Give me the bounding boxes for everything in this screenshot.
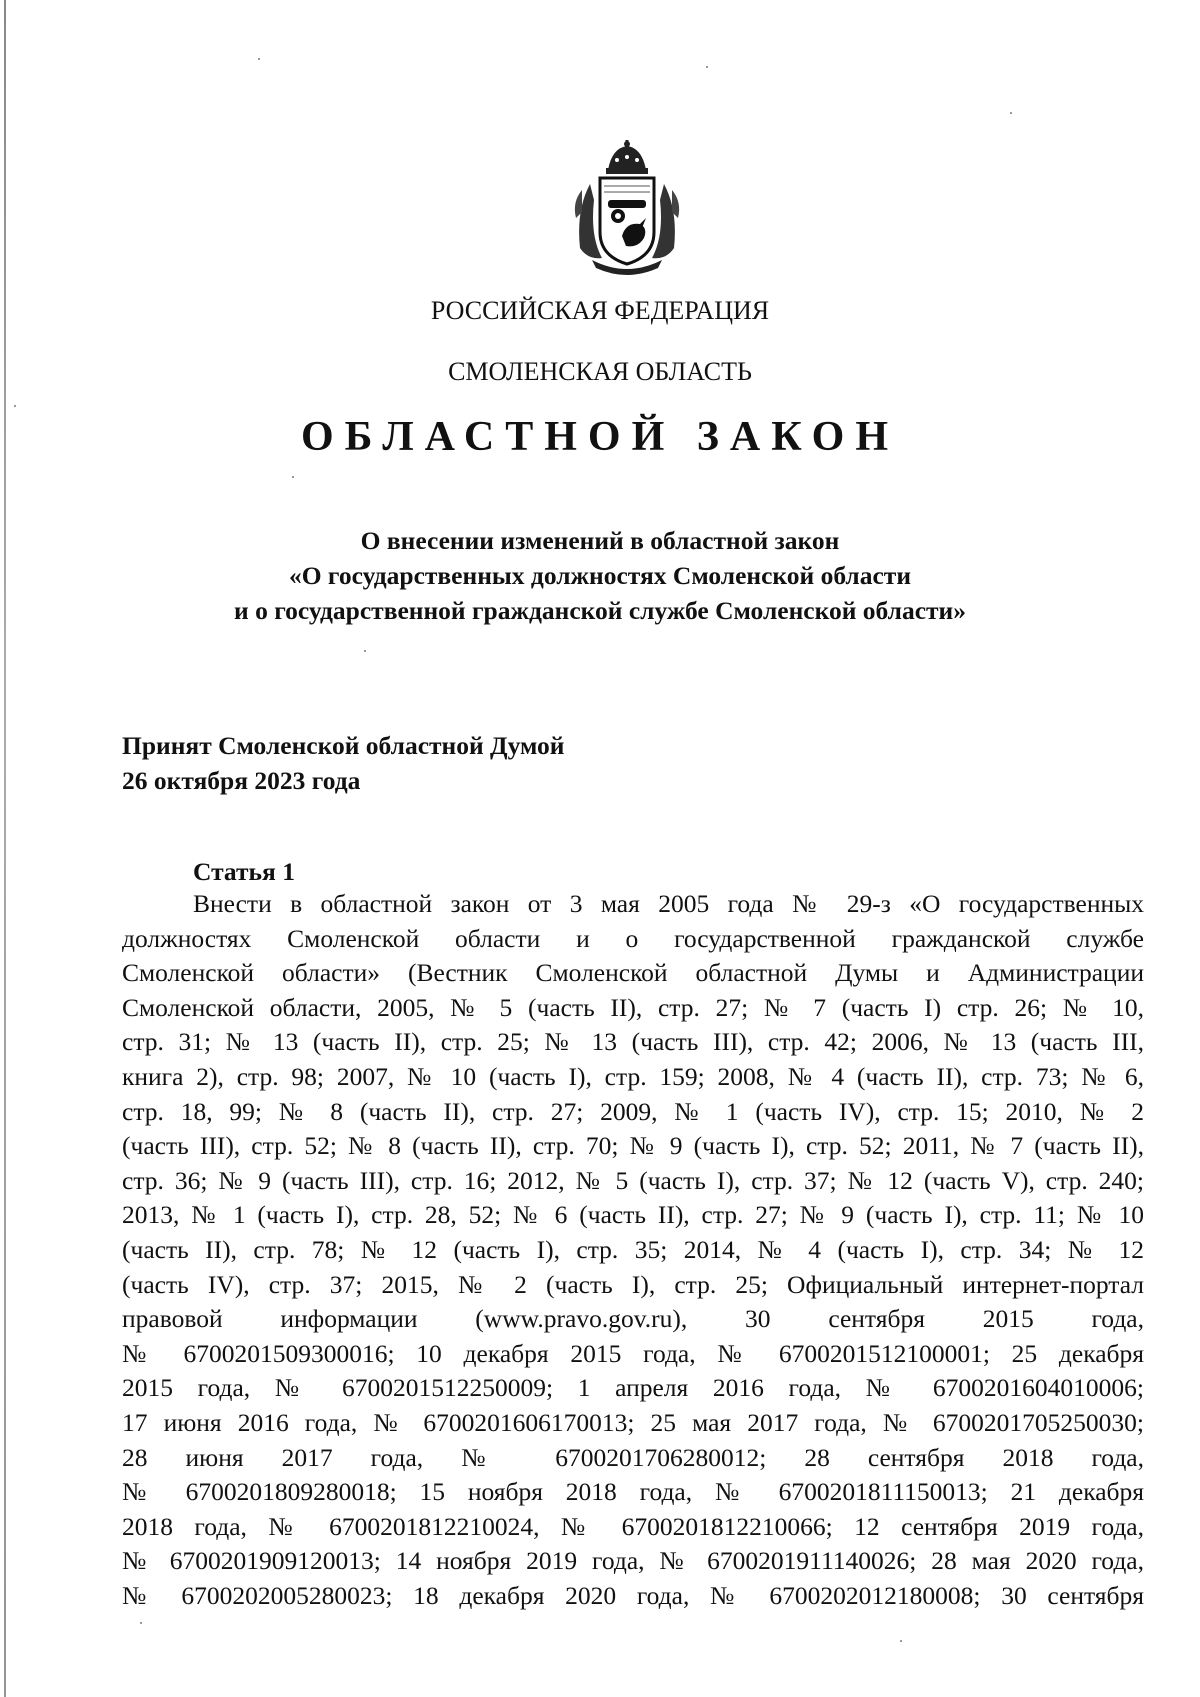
scan-page-edge (4, 0, 6, 1697)
article-text-line: 2015 года, № 6700201512250009; 1 апреля 2016 года, № 6700201604010006; (122, 1373, 1144, 1403)
article-text-line: (часть III), стр. 52; № 8 (часть II), стр. 70; № 9 (часть I), стр. 52; 2011, № 7 (часть II), (122, 1131, 1144, 1161)
law-title-line: О внесении изменений в областной закон (360, 526, 840, 555)
scan-speck (900, 1640, 902, 1642)
article-text-line: № 6700201909120013; 14 ноября 2019 года, № 6700201911140026; 28 мая 2020 года, (122, 1546, 1144, 1576)
scan-speck (706, 66, 708, 68)
law-title-line: и о государственной гражданской службе Смоленской области» (234, 596, 966, 625)
article-text-line: стр. 36; № 9 (часть III), стр. 16; 2012, № 5 (часть I), стр. 37; № 12 (часть V), стр. 240; (122, 1165, 1144, 1195)
article-text-line: правовой информации (www.pravo.gov.ru), 30 сентября 2015 года, (122, 1304, 1144, 1334)
article-text-line: должностях Смоленской области и о государственной гражданской службе (122, 923, 1144, 953)
article-text-line: Смоленской области, 2005, № 5 (часть II), стр. 27; № 7 (часть I) стр. 26; № 10, (122, 992, 1144, 1022)
scan-speck (140, 1622, 142, 1624)
country-heading: РОССИЙСКАЯ ФЕДЕРАЦИЯ (430, 296, 770, 325)
article-text-line: 2013, № 1 (часть I), стр. 28, 52; № 6 (часть II), стр. 27; № 9 (часть I), стр. 11; № 10 (122, 1200, 1144, 1230)
scan-speck (292, 476, 294, 478)
article-text-line: № 6700202005280023; 18 декабря 2020 года, № 6700202012180008; 30 сентября (122, 1580, 1144, 1610)
scan-speck (364, 650, 366, 652)
article-text-line: Смоленской области» (Вестник Смоленской областной Думы и Администрации (122, 958, 1144, 988)
article-text-line: стр. 31; № 13 (часть II), стр. 25; № 13 (часть III), стр. 42; 2006, № 13 (часть III, (122, 1027, 1144, 1057)
scan-speck (14, 405, 16, 407)
article-heading: Статья 1 (193, 857, 295, 886)
coat-of-arms-emblem (568, 140, 686, 278)
article-text-line: № 6700201809280018; 15 ноября 2018 года, № 6700201811150013; 21 декабря (122, 1477, 1144, 1507)
article-text-line: (часть IV), стр. 37; 2015, № 2 (часть I), стр. 25; Официальный интернет-портал (122, 1269, 1144, 1299)
scan-speck (258, 58, 260, 60)
article-text-line: (часть II), стр. 78; № 12 (часть I), стр. 35; 2014, № 4 (часть I), стр. 34; № 12 (122, 1234, 1144, 1264)
law-title (0, 523, 1200, 628)
adoption-note (122, 728, 564, 798)
article-text-line: 2018 года, № 6700201812210024, № 6700201812210066; 12 сентября 2019 года, (122, 1511, 1144, 1541)
adoption-body: Принят Смоленской областной Думой (122, 731, 565, 760)
article-text-line: № 6700201509300016; 10 декабря 2015 года, № 6700201512100001; 25 декабря (122, 1338, 1144, 1368)
document-type-title: ОБЛАСТНОЙ ЗАКОН (300, 414, 900, 460)
article-text-line: 28 июня 2017 года, № 6700201706280012; 28 сентября 2018 года, (122, 1442, 1144, 1472)
region-heading: СМОЛЕНСКАЯ ОБЛАСТЬ (448, 357, 752, 386)
law-title-line: «О государственных должностях Смоленской области (288, 561, 912, 590)
article-text-line: Внести в областной закон от 3 мая 2005 года № 29-з «О государственных (193, 889, 1144, 918)
article-body (122, 887, 1144, 1613)
scan-speck (1010, 112, 1012, 114)
adoption-date: 26 октября 2023 года (122, 766, 361, 795)
article-text-line: 17 июня 2016 года, № 6700201606170013; 25 мая 2017 года, № 6700201705250030; (122, 1407, 1144, 1437)
article-text-line: книга 2), стр. 98; 2007, № 10 (часть I), стр. 159; 2008, № 4 (часть II), стр. 73; № 6, (122, 1061, 1144, 1091)
article-text-line: стр. 18, 99; № 8 (часть II), стр. 27; 2009, № 1 (часть IV), стр. 15; 2010, № 2 (122, 1096, 1144, 1126)
